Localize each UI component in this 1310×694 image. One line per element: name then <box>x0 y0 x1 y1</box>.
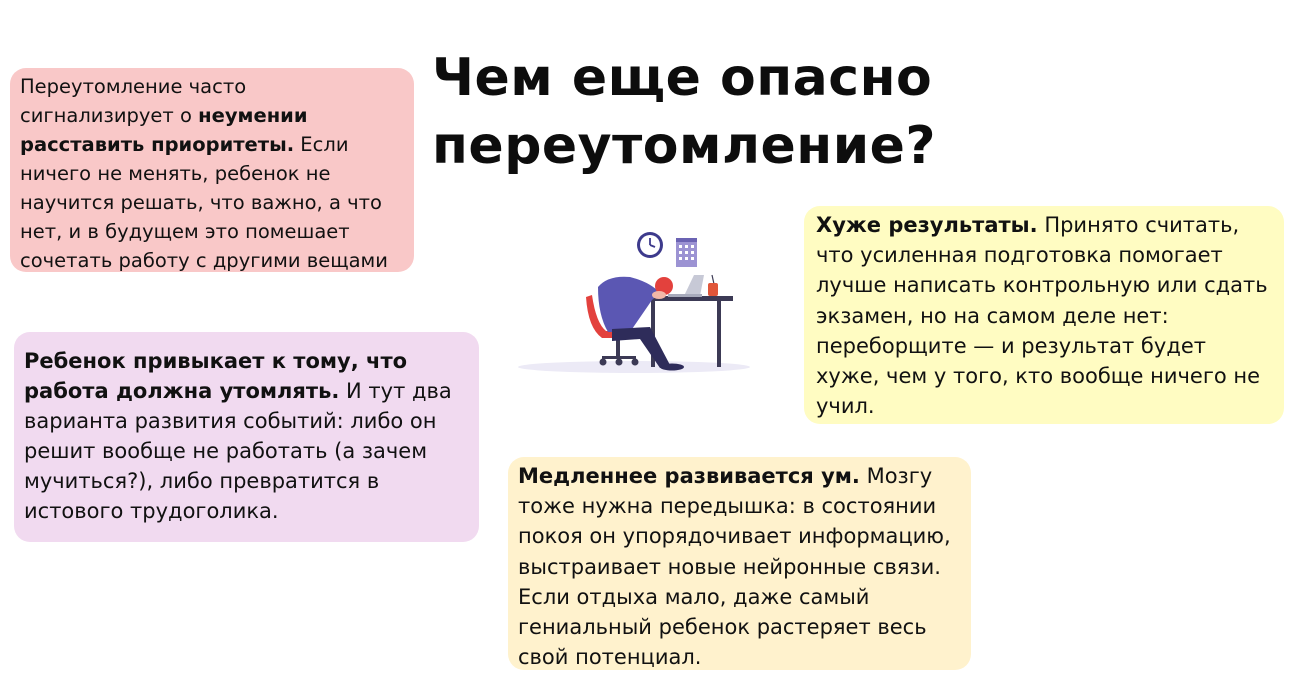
card-worse-results <box>804 206 1284 424</box>
clock-icon <box>637 232 663 258</box>
page-title-line-1: Чем еще опасно <box>432 48 933 108</box>
card-tiring-work-text: И тут два варианта развития событий: либо он решит вообще не работать (а зачем мучиться?), либо превратится в истового трудоголика. <box>24 379 452 523</box>
card-worse-results-highlight: Хуже результаты. <box>816 213 1038 237</box>
card-priorities-highlight: неумении расставить приоритеты. <box>20 104 308 156</box>
page-title-line-2: переутомление? <box>432 116 937 176</box>
card-slower-mind <box>508 457 971 670</box>
card-slower-mind-highlight: Медленнее развивается ум. <box>518 464 860 488</box>
calendar-icon <box>676 238 697 267</box>
page-title <box>432 44 952 180</box>
card-priorities-text-after: Если ничего не менять, ребенок не научится решать, что важно, а что нет, и в будущем это помешает сочетать работу с другими вещами <box>20 133 388 272</box>
coffee-cup-icon <box>708 275 718 296</box>
card-tiring-work-highlight: Ребенок привыкает к тому, что работа должна утомлять. <box>24 349 408 403</box>
card-worse-results-text: Принято считать, что усиленная подготовка помогает лучше написать контрольную или сдать экзамен, но на самом деле нет: переборщите — и результат будет хуже, чем у того, кто вообще ничего не учил. <box>816 213 1268 419</box>
card-priorities <box>10 68 414 272</box>
card-priorities-text-before: Переутомление часто сигнализирует о <box>20 75 247 127</box>
laptop-icon <box>668 275 704 297</box>
card-slower-mind-text: Мозгу тоже нужна передышка: в состоянии покоя он упорядочивает информацию, выстраивает новые нейронные связи. Если отдыха мало, даже самый гениальный ребенок растеряет весь свой потенциал. <box>518 464 951 670</box>
card-tiring-work <box>14 332 479 542</box>
tired-person-illustration <box>512 225 757 385</box>
